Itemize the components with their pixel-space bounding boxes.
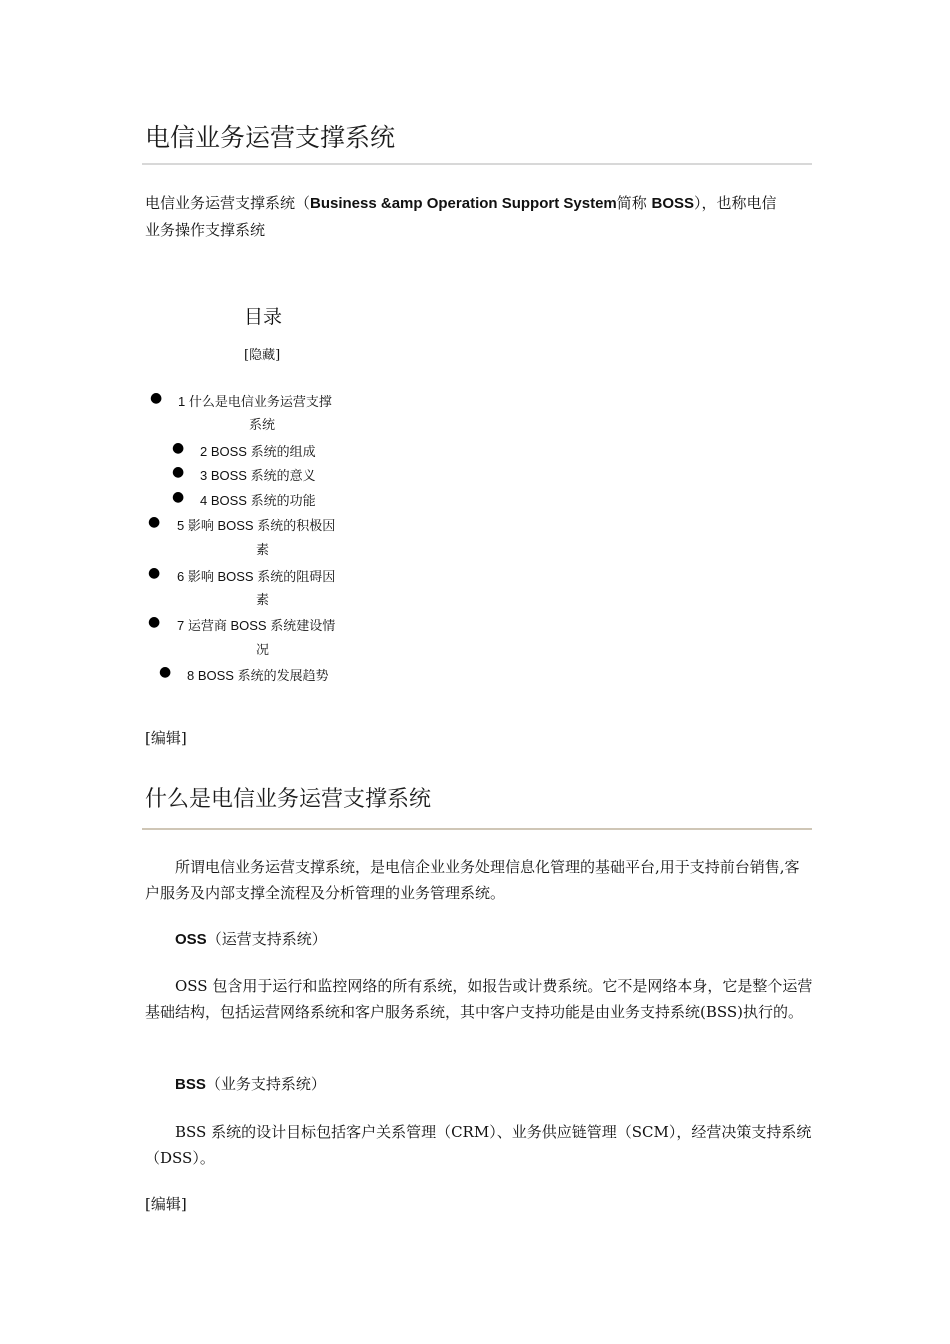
toc-item-6-cont[interactable]: 素	[256, 592, 270, 607]
intro-text-2: 简称	[616, 194, 652, 212]
toc-item-2[interactable]: 2 BOSS 系统的组成	[200, 444, 316, 459]
toc-item-5[interactable]: 5 影响 BOSS 系统的积极因	[177, 518, 336, 533]
toc-bullet-icon: ●	[172, 489, 185, 505]
intro-text-4: 业务操作支撑系统	[145, 221, 266, 239]
page-title: 电信业务运营支撑系统	[145, 123, 396, 152]
toc-bullet-icon: ●	[150, 390, 163, 406]
bss-paragraph: BSS 系统的设计目标包括客户关系管理（CRM）、业务供应链管理（SCM），经营决策支持系统（DSS）。	[145, 1123, 812, 1167]
toc-item-7[interactable]: 7 运营商 BOSS 系统建设情	[177, 618, 336, 633]
toc-item-7-cont[interactable]: 况	[256, 642, 270, 657]
toc-item-3[interactable]: 3 BOSS 系统的意义	[200, 468, 316, 483]
intro-paragraph	[145, 190, 813, 243]
section-heading: 什么是电信业务运营支撑系统	[145, 787, 432, 812]
section-divider	[142, 828, 812, 830]
edit-link[interactable]: [编辑]	[145, 1195, 187, 1213]
toc-hide-link[interactable]: [隐藏]	[244, 348, 281, 363]
oss-label	[175, 928, 327, 949]
intro-english-name: Business &amp Operation Support System	[310, 195, 617, 212]
toc-item-1[interactable]	[178, 390, 332, 414]
toc-item-1-cont[interactable]	[249, 413, 275, 437]
toc-bullet-icon: ●	[148, 614, 161, 630]
bss-label	[175, 1073, 326, 1094]
intro-text-1: 电信业务运营支撑系统（	[145, 194, 311, 212]
toc-item-1-line1: 1 什么是电信业务运营支撑	[178, 394, 332, 409]
toc-bullet-icon: ●	[148, 565, 161, 581]
toc-item-4[interactable]: 4 BOSS 系统的功能	[200, 493, 316, 508]
intro-boss-abbrev: BOSS	[651, 195, 695, 212]
toc-item-1-line2: 系统	[249, 417, 276, 432]
oss-label-bold: OSS	[175, 931, 207, 948]
intro-text-3: ），也称电信	[694, 194, 777, 212]
toc-item-6[interactable]: 6 影响 BOSS 系统的阻碍因	[177, 569, 336, 584]
bss-label-rest: （业务支持系统）	[205, 1075, 326, 1093]
section-paragraph-1: 所谓电信业务运营支撑系统，是电信企业业务处理信息化管理的基础平台,用于支持前台销售,客户服务及内部支撑全流程及分析管理的业务管理系统。	[145, 858, 800, 902]
bss-label-bold: BSS	[175, 1076, 206, 1093]
toc-item-5-cont[interactable]: 素	[256, 542, 270, 557]
oss-label-rest: （运营支持系统）	[206, 930, 327, 948]
toc-bullet-icon: ●	[159, 664, 172, 680]
toc-title: 目录	[244, 306, 283, 328]
edit-link[interactable]: [编辑]	[145, 729, 187, 747]
toc-bullet-icon: ●	[148, 514, 161, 530]
title-divider	[142, 163, 812, 165]
oss-paragraph: OSS 包含用于运行和监控网络的所有系统，如报告或计费系统。它不是网络本身，它是整个运营基础结构，包括运营网络系统和客户服务系统，其中客户支持功能是由业务支持系统(BSS)执行的。	[145, 977, 813, 1021]
toc-bullet-icon: ●	[172, 464, 185, 480]
toc-bullet-icon: ●	[172, 440, 185, 456]
toc-item-8[interactable]: 8 BOSS 系统的发展趋势	[187, 668, 329, 683]
